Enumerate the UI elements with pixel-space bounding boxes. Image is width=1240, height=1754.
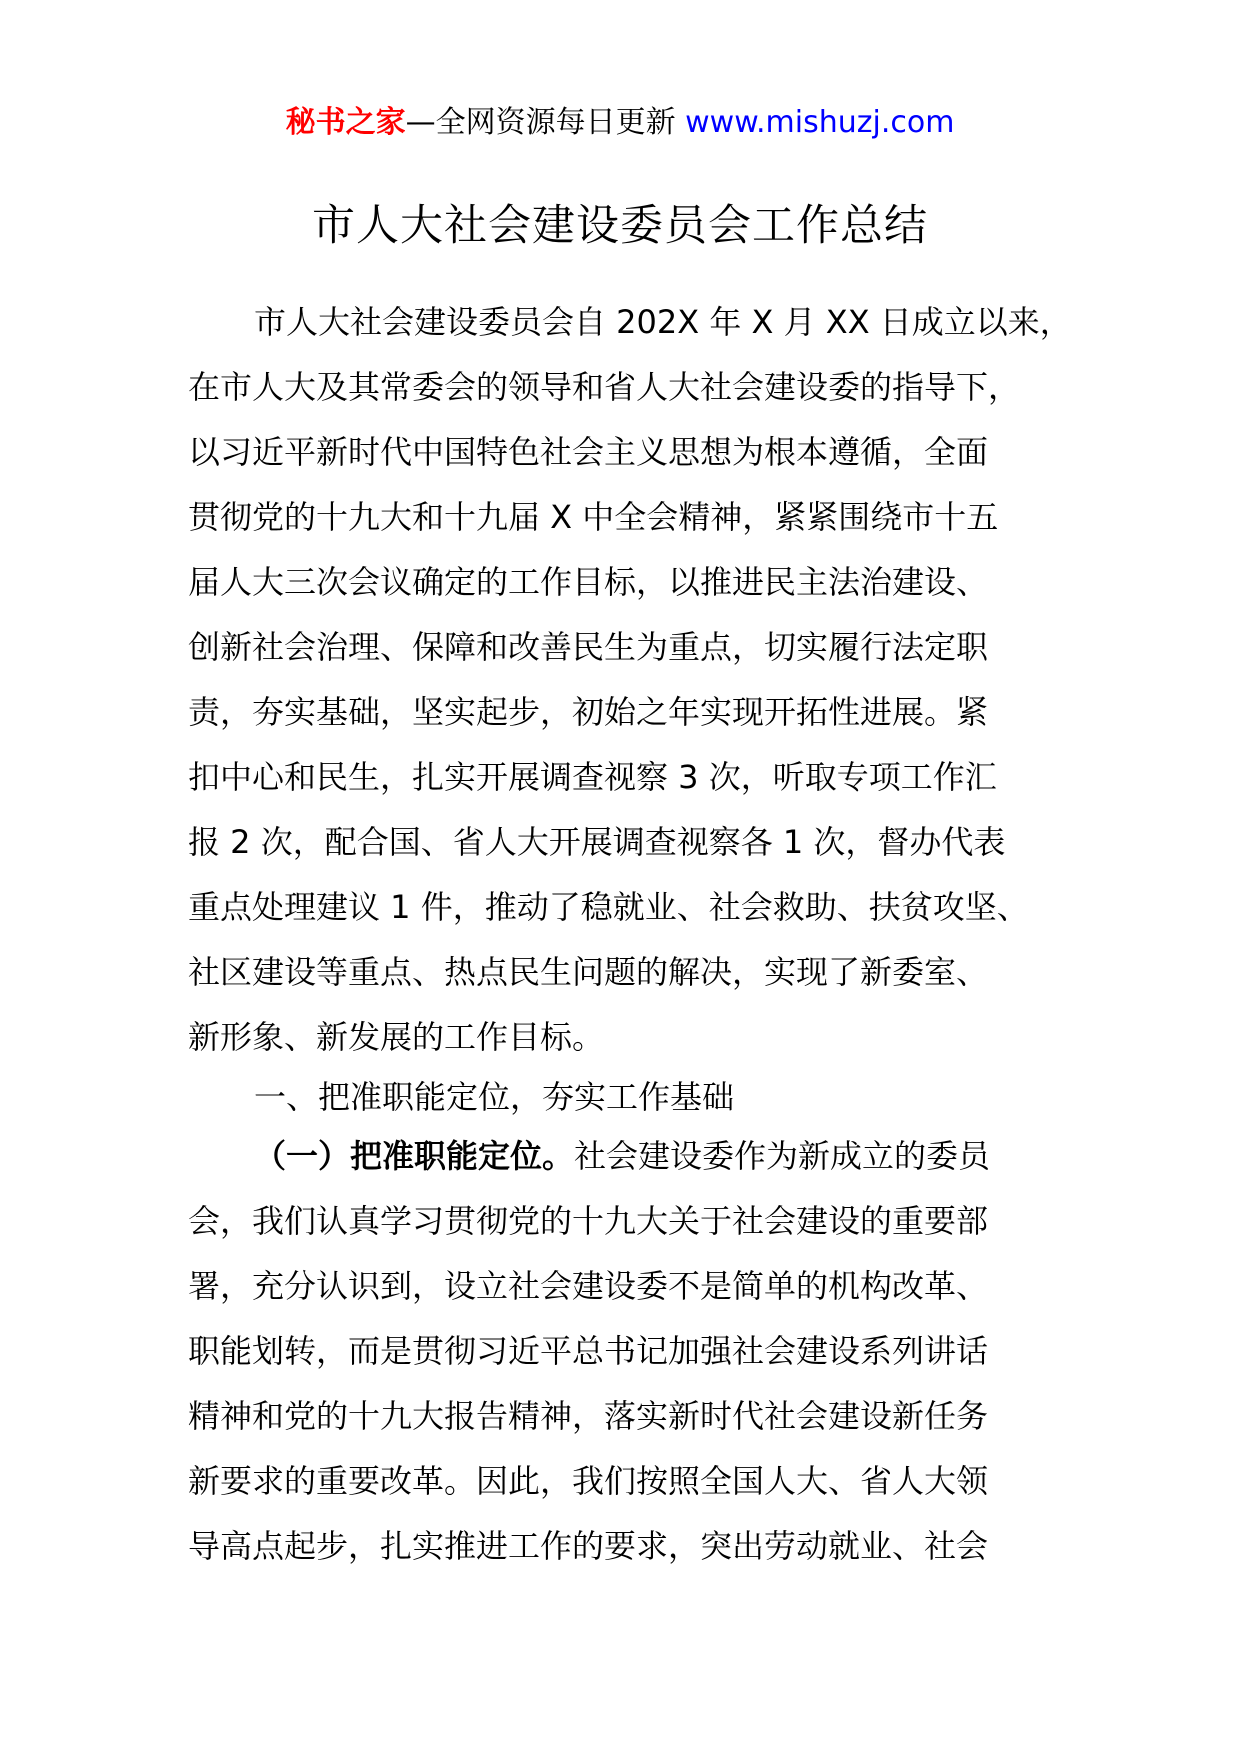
paragraph-line: 精神和党的十九大报告精神，落实新时代社会建设新任务 [188, 1397, 989, 1435]
paragraph-line: 重点处理建议 1 件，推动了稳就业、社会救助、扶贫攻坚、 [188, 888, 1029, 926]
paragraph-line: 扣中心和民生，扎实开展调查视察 3 次，听取专项工作汇 [188, 758, 997, 796]
paragraph-line: 职能划转，而是贯彻习近平总书记加强社会建设系列讲话 [188, 1332, 989, 1370]
paragraph-line: 市人大社会建设委员会自 202X 年 X 月 XX 日成立以来， [254, 303, 1072, 341]
section-heading: 一、把准职能定位，夯实工作基础 [254, 1078, 735, 1116]
paragraph-line: 新要求的重要改革。因此，我们按照全国人大、省人大领 [188, 1462, 989, 1500]
paragraph-line: 新形象、新发展的工作目标。 [188, 1018, 605, 1056]
paragraph-line: 以习近平新时代中国特色社会主义思想为根本遵循，全面 [188, 433, 989, 471]
paragraph-line: 社区建设等重点、热点民生问题的解决，实现了新委室、 [188, 953, 989, 991]
site-url-link[interactable]: www.mishuzj.com [685, 105, 955, 140]
paragraph-line: 在市人大及其常委会的领导和省人大社会建设委的指导下， [188, 368, 1021, 406]
paragraph-line: 报 2 次，配合国、省人大开展调查视察各 1 次，督办代表 [188, 823, 1006, 861]
site-tagline: —全网资源每日更新 [405, 105, 686, 140]
site-brand: 秘书之家 [285, 105, 406, 140]
subsection-line [188, 1124, 1068, 1189]
document-body [188, 290, 1072, 1579]
paragraph-line: 责，夯实基础，坚实起步，初始之年实现开拓性进展。紧 [188, 693, 989, 731]
site-header [0, 100, 1240, 146]
paragraph-line: 创新社会治理、保障和改善民生为重点，切实履行法定职 [188, 628, 989, 666]
document-title: 市人大社会建设委员会工作总结 [312, 201, 928, 251]
paragraph-text: 社会建设委作为新成立的委员 [574, 1137, 991, 1175]
subsection-heading: （一）把准职能定位。 [254, 1137, 575, 1175]
paragraph-line: 届人大三次会议确定的工作目标，以推进民主法治建设、 [188, 563, 989, 601]
paragraph-line: 导高点起步，扎实推进工作的要求，突出劳动就业、社会 [188, 1527, 989, 1565]
paragraph-line: 署，充分认识到，设立社会建设委不是简单的机构改革、 [188, 1267, 989, 1305]
paragraph-line: 会，我们认真学习贯彻党的十九大关于社会建设的重要部 [188, 1202, 989, 1240]
paragraph-line: 贯彻党的十九大和十九届 X 中全会精神，紧紧围绕市十五 [188, 498, 999, 536]
